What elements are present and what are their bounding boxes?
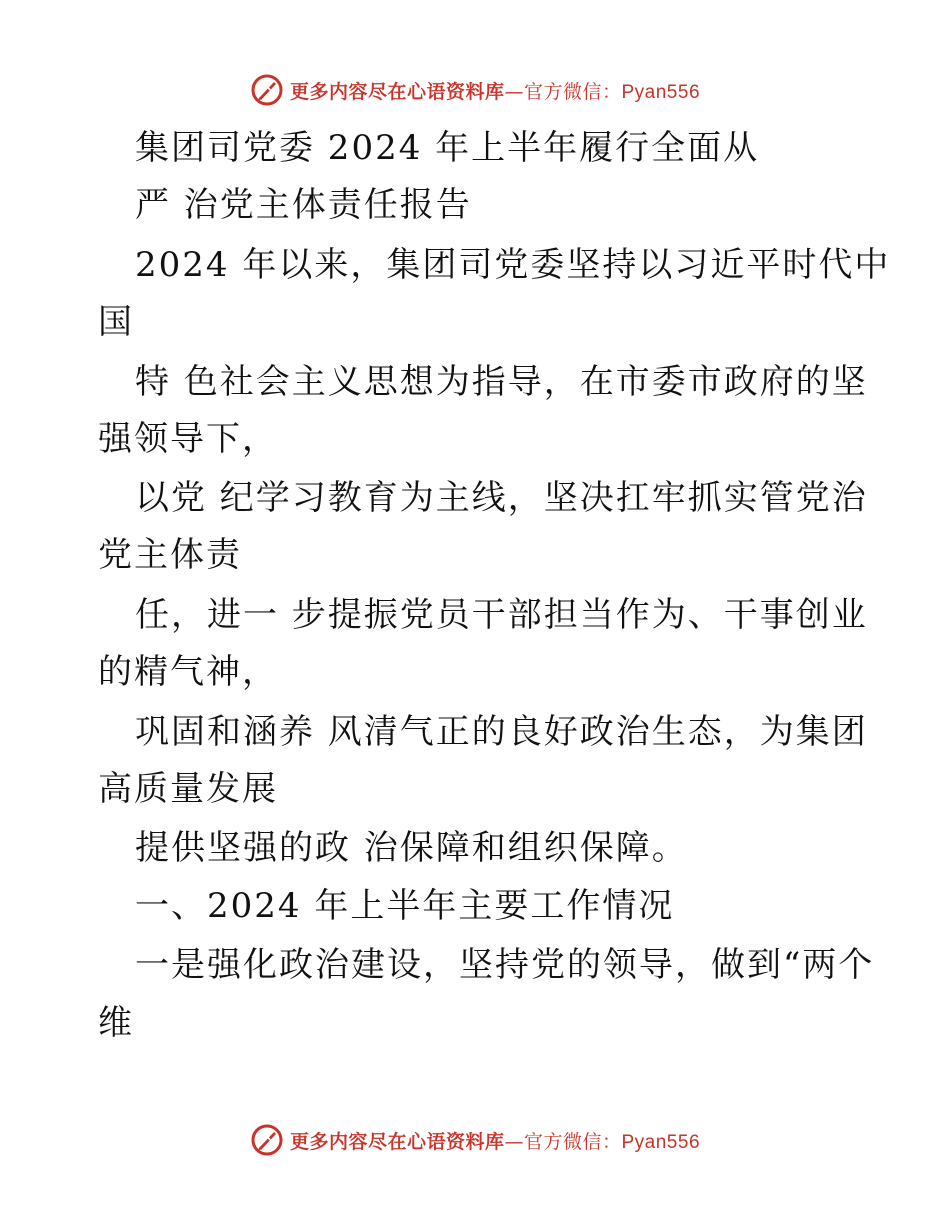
- watermark-text: [290, 1127, 700, 1154]
- quill-logo-icon: [250, 1123, 284, 1157]
- watermark-label: 官方微信：: [523, 1130, 622, 1153]
- doc-paragraph-line: 一是强化政治建设，坚持党的领导，做到“两个: [135, 945, 875, 985]
- doc-paragraph-line: 巩固和涵养 风清气正的良好政治生态，为集团: [135, 712, 868, 752]
- watermark-title: 更多内容尽在心语资料库: [289, 1130, 505, 1153]
- doc-paragraph-line: 强领导下，: [98, 419, 278, 459]
- doc-paragraph-line: 的精气神，: [98, 652, 278, 692]
- watermark-label: 官方微信：: [523, 80, 622, 103]
- doc-paragraph-line: 特 色社会主义思想为指导，在市委市政府的坚: [135, 362, 868, 402]
- doc-paragraph-line: 党主体责: [98, 535, 242, 575]
- watermark-title: 更多内容尽在心语资料库: [289, 80, 505, 103]
- doc-title-line-1: 集团司党委 2024 年上半年履行全面从: [135, 128, 760, 168]
- doc-paragraph-line: 高质量发展: [98, 769, 278, 809]
- doc-paragraph-line: 任，进一 步提振党员干部担当作为、干事创业: [135, 595, 868, 635]
- doc-section-heading: 一、2024 年上半年主要工作情况: [135, 886, 675, 926]
- watermark-banner-bottom: [0, 1120, 950, 1160]
- doc-paragraph-line: 以党 纪学习教育为主线，坚决扛牢抓实管党治: [135, 478, 868, 518]
- watermark-dash: —: [504, 80, 524, 103]
- doc-paragraph-line: 维: [98, 1003, 134, 1043]
- doc-paragraph-line: 提供坚强的政 治保障和组织保障。: [135, 828, 688, 868]
- doc-title-line-2: 严 治党主体责任报告: [135, 185, 472, 225]
- watermark-group: [250, 1123, 700, 1157]
- watermark-account: Pyan556: [621, 1131, 701, 1153]
- watermark-dash: —: [504, 1130, 524, 1153]
- doc-paragraph-line: 国: [98, 302, 134, 342]
- watermark-account: Pyan556: [621, 81, 701, 103]
- doc-paragraph-line: 2024 年以来，集团司党委坚持以习近平时代中: [135, 245, 891, 285]
